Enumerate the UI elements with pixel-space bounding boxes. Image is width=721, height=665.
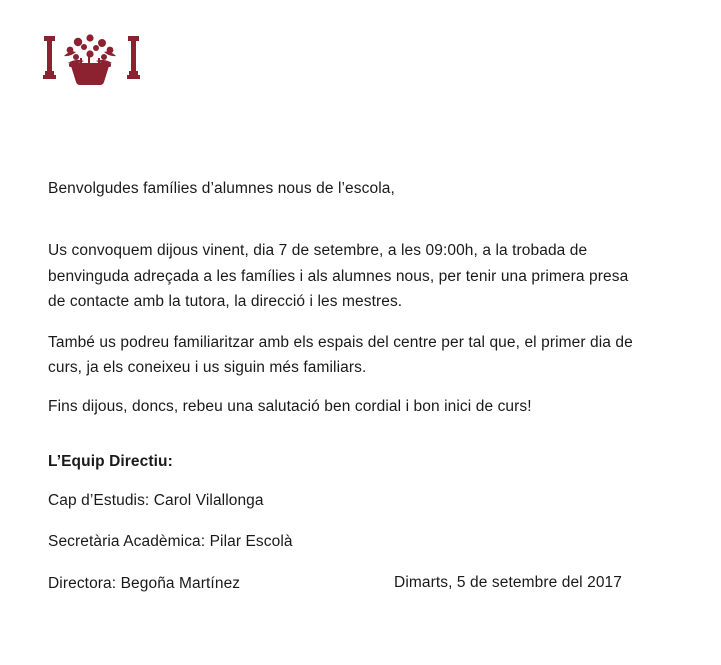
flower-basket-with-candlesticks-logo [40, 30, 150, 95]
greeting-line: Benvolgudes famílies d’alumnes nous de l’escola, [48, 180, 395, 197]
school-logo [40, 30, 150, 95]
paragraph-1: Us convoquem dijous vinent, dia 7 de setembre, a les 09:00h, a la trobada de benvinguda adreçada a les famílies i als alumnes nous, per tenir una primera presa de contacte amb la tutora, la direcció i les mestres. [48, 242, 629, 310]
paragraph-3: Fins dijous, doncs, rebeu una salutació ben cordial i bon inici de curs! [48, 398, 532, 416]
signature-title: L’Equip Directiu: [48, 453, 173, 471]
document-date: Dimarts, 5 de setembre del 2017 [394, 574, 622, 591]
signature-line-academic-secretary: Secretària Acadèmica: Pilar Escolà [48, 533, 293, 551]
paragraph-2: També us podreu familiaritzar amb els espais del centre per tal que, el primer dia de curs, ja els coneixeu i us siguin més familiars. [48, 333, 633, 376]
letter-body [48, 178, 648, 613]
signature-line-head-of-studies: Cap d’Estudis: Carol Vilallonga [48, 492, 264, 510]
signature-line-director: Directora: Begoña Martínez [48, 574, 241, 592]
